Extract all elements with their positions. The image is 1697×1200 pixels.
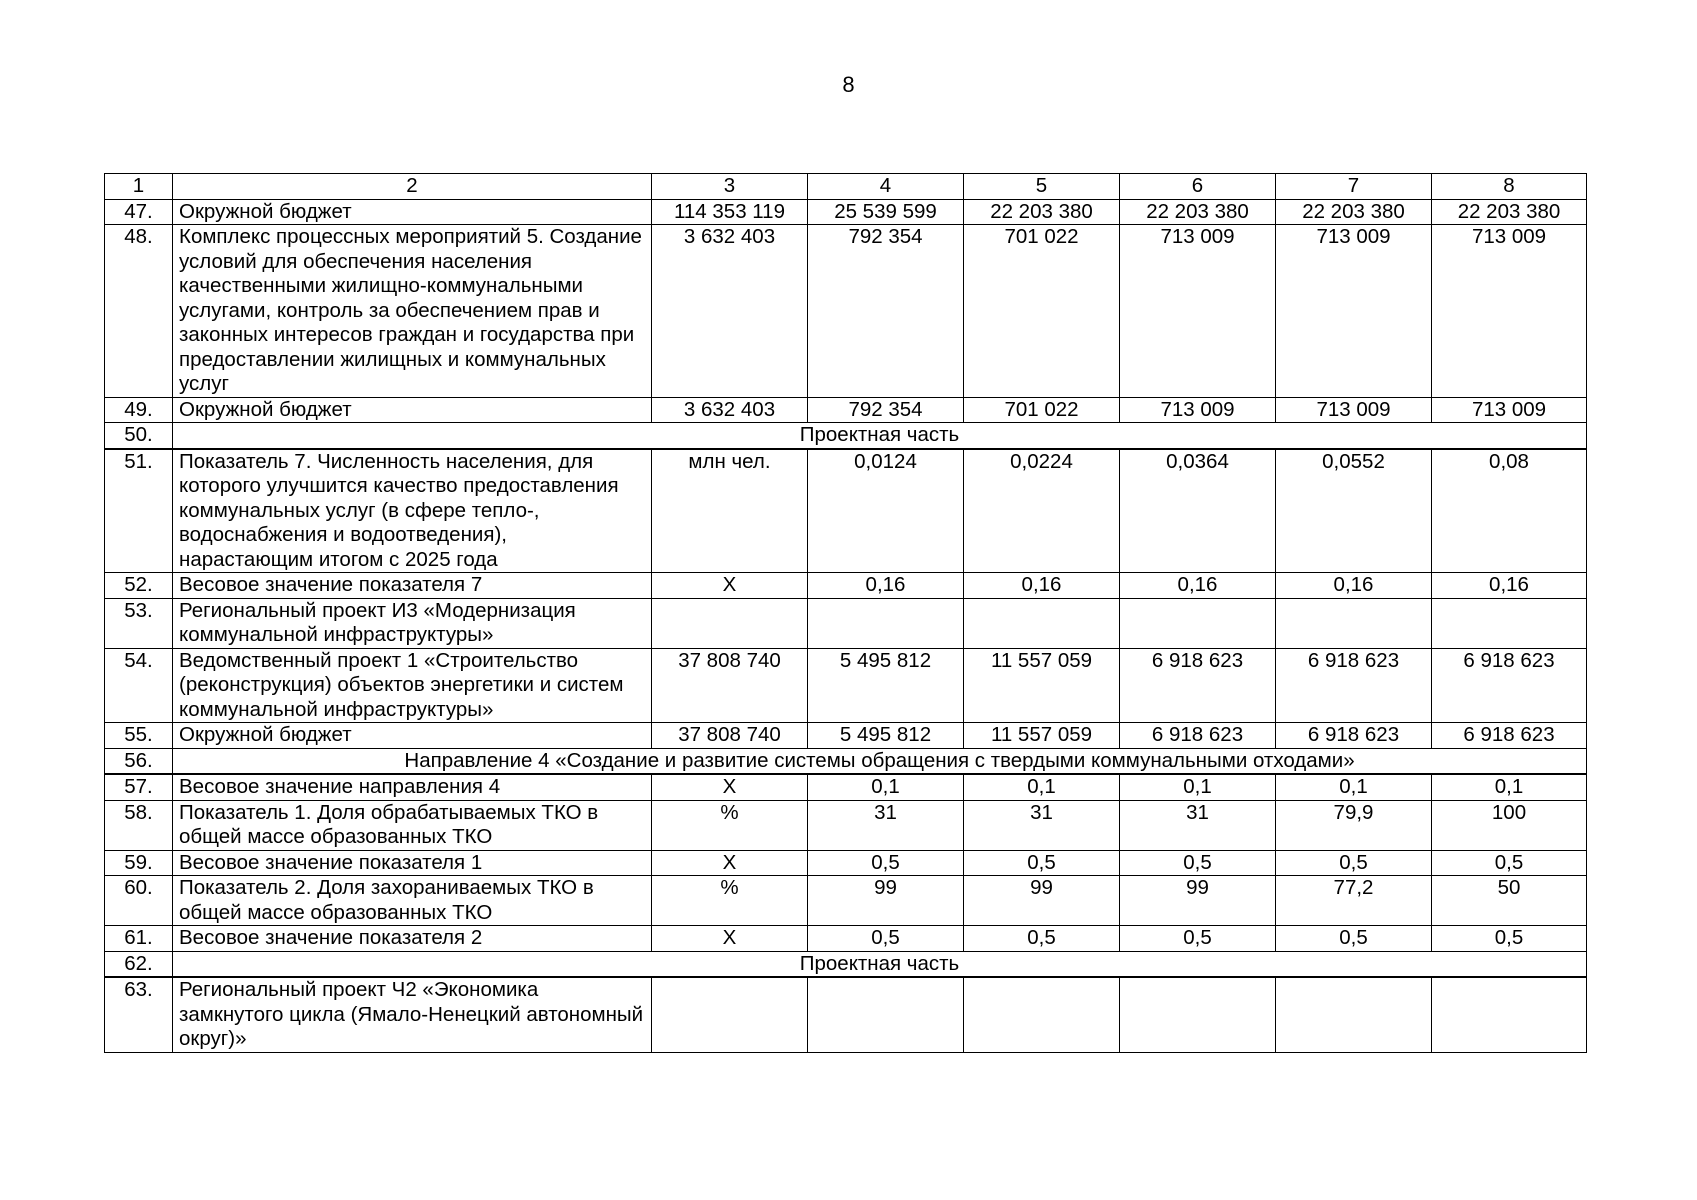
row-name-cell: Окружной бюджет (173, 723, 652, 749)
row-number-cell: 63. (105, 977, 173, 1052)
value-cell: 713 009 (1276, 225, 1432, 398)
value-cell: 701 022 (964, 225, 1120, 398)
value-cell: 50 (1432, 876, 1587, 926)
header-cell: 2 (173, 174, 652, 200)
value-cell: 0,0552 (1276, 449, 1432, 573)
row-name-cell: Комплекс процессных мероприятий 5. Создание условий для обеспечения населения качественными жилищно-коммунальными услугами, контроль за обеспечением прав и законных интересов граждан и государства при предоставлении жилищных и коммунальных услуг (173, 225, 652, 398)
header-cell: 3 (652, 174, 808, 200)
value-cell: 0,0224 (964, 449, 1120, 573)
page-number: 8 (842, 72, 855, 97)
value-cell: 0,16 (1432, 573, 1587, 599)
table-row (105, 225, 1587, 398)
value-cell: 0,16 (1276, 573, 1432, 599)
row-number-cell: 62. (105, 951, 173, 977)
row-name-cell: Показатель 2. Доля захораниваемых ТКО в общей массе образованных ТКО (173, 876, 652, 926)
value-cell: 0,1 (964, 774, 1120, 800)
value-cell: 0,5 (964, 926, 1120, 952)
table-section-row (105, 951, 1587, 977)
value-cell: % (652, 876, 808, 926)
header-cell: 5 (964, 174, 1120, 200)
value-cell: 0,5 (1432, 850, 1587, 876)
value-cell: 0,5 (1432, 926, 1587, 952)
value-cell: млн чел. (652, 449, 808, 573)
value-cell: 79,9 (1276, 800, 1432, 850)
value-cell: 6 918 623 (1276, 648, 1432, 723)
value-cell: 0,0364 (1120, 449, 1276, 573)
value-cell: 792 354 (808, 397, 964, 423)
value-cell: 6 918 623 (1120, 648, 1276, 723)
value-cell: 31 (808, 800, 964, 850)
value-cell (1432, 977, 1587, 1052)
row-number-cell: 56. (105, 748, 173, 774)
row-name-cell: Показатель 1. Доля обрабатываемых ТКО в общей массе образованных ТКО (173, 800, 652, 850)
value-cell: 5 495 812 (808, 648, 964, 723)
value-cell: X (652, 774, 808, 800)
table-row (105, 449, 1587, 573)
value-cell (652, 598, 808, 648)
value-cell: X (652, 573, 808, 599)
value-cell (1276, 977, 1432, 1052)
table-row (105, 926, 1587, 952)
table-row (105, 977, 1587, 1052)
header-cell: 7 (1276, 174, 1432, 200)
value-cell: 0,5 (1276, 926, 1432, 952)
value-cell (1432, 598, 1587, 648)
value-cell: X (652, 926, 808, 952)
header-cell: 6 (1120, 174, 1276, 200)
value-cell: 6 918 623 (1432, 723, 1587, 749)
value-cell: 0,5 (1120, 850, 1276, 876)
value-cell: 31 (1120, 800, 1276, 850)
value-cell: 701 022 (964, 397, 1120, 423)
row-number-cell: 57. (105, 774, 173, 800)
row-number-cell: 48. (105, 225, 173, 398)
value-cell: 22 203 380 (1432, 199, 1587, 225)
row-number-cell: 47. (105, 199, 173, 225)
row-name-cell: Весовое значение направления 4 (173, 774, 652, 800)
value-cell: 6 918 623 (1276, 723, 1432, 749)
value-cell: 37 808 740 (652, 723, 808, 749)
value-cell: 11 557 059 (964, 723, 1120, 749)
value-cell: % (652, 800, 808, 850)
value-cell: 0,0124 (808, 449, 964, 573)
value-cell (808, 977, 964, 1052)
value-cell: 77,2 (1276, 876, 1432, 926)
value-cell: 5 495 812 (808, 723, 964, 749)
value-cell: 6 918 623 (1120, 723, 1276, 749)
row-number-cell: 49. (105, 397, 173, 423)
value-cell: 713 009 (1120, 397, 1276, 423)
section-title-cell: Проектная часть (173, 951, 1587, 977)
row-name-cell: Весовое значение показателя 7 (173, 573, 652, 599)
value-cell: 0,1 (808, 774, 964, 800)
row-number-cell: 54. (105, 648, 173, 723)
row-number-cell: 60. (105, 876, 173, 926)
value-cell (652, 977, 808, 1052)
table-row (105, 573, 1587, 599)
value-cell: 0,5 (808, 850, 964, 876)
value-cell: 0,08 (1432, 449, 1587, 573)
value-cell: 99 (964, 876, 1120, 926)
value-cell: 713 009 (1120, 225, 1276, 398)
row-name-cell: Показатель 7. Численность населения, для которого улучшится качество предоставления коммунальных услуг (в сфере тепло-, водоснабжения и водоотведения), нарастающим итогом с 2025 года (173, 449, 652, 573)
value-cell (1276, 598, 1432, 648)
value-cell: 0,16 (964, 573, 1120, 599)
row-number-cell: 52. (105, 573, 173, 599)
row-name-cell: Окружной бюджет (173, 199, 652, 225)
value-cell: 114 353 119 (652, 199, 808, 225)
table-row (105, 723, 1587, 749)
row-number-cell: 55. (105, 723, 173, 749)
value-cell: 0,1 (1276, 774, 1432, 800)
header-cell: 8 (1432, 174, 1587, 200)
row-name-cell: Весовое значение показателя 2 (173, 926, 652, 952)
value-cell: 25 539 599 (808, 199, 964, 225)
row-number-cell: 58. (105, 800, 173, 850)
value-cell: 792 354 (808, 225, 964, 398)
table-row (105, 598, 1587, 648)
table-row (105, 850, 1587, 876)
value-cell: 0,5 (964, 850, 1120, 876)
section-title-cell: Направление 4 «Создание и развитие системы обращения с твердыми коммунальными отходами» (173, 748, 1587, 774)
value-cell: 0,5 (1276, 850, 1432, 876)
row-number-cell: 59. (105, 850, 173, 876)
table-header-row (105, 174, 1587, 200)
value-cell (964, 977, 1120, 1052)
row-number-cell: 53. (105, 598, 173, 648)
value-cell (1120, 598, 1276, 648)
header-cell: 4 (808, 174, 964, 200)
row-number-cell: 61. (105, 926, 173, 952)
value-cell: 713 009 (1432, 225, 1587, 398)
row-number-cell: 50. (105, 423, 173, 449)
table-row (105, 648, 1587, 723)
table-body (105, 174, 1587, 1053)
table-section-row (105, 748, 1587, 774)
table-section-row (105, 423, 1587, 449)
value-cell: 100 (1432, 800, 1587, 850)
value-cell: 3 632 403 (652, 397, 808, 423)
value-cell (808, 598, 964, 648)
value-cell: 22 203 380 (1120, 199, 1276, 225)
value-cell: 6 918 623 (1432, 648, 1587, 723)
value-cell: 3 632 403 (652, 225, 808, 398)
value-cell: 713 009 (1276, 397, 1432, 423)
indicator-table (104, 173, 1587, 1053)
value-cell: X (652, 850, 808, 876)
value-cell: 11 557 059 (964, 648, 1120, 723)
row-name-cell: Ведомственный проект 1 «Строительство (реконструкция) объектов энергетики и систем коммунальной инфраструктуры» (173, 648, 652, 723)
table-row (105, 876, 1587, 926)
table-row (105, 397, 1587, 423)
table-row (105, 800, 1587, 850)
row-name-cell: Региональный проект И3 «Модернизация коммунальной инфраструктуры» (173, 598, 652, 648)
value-cell: 99 (808, 876, 964, 926)
value-cell: 37 808 740 (652, 648, 808, 723)
value-cell: 0,5 (1120, 926, 1276, 952)
value-cell: 0,5 (808, 926, 964, 952)
row-number-cell: 51. (105, 449, 173, 573)
table-row (105, 199, 1587, 225)
value-cell (964, 598, 1120, 648)
row-name-cell: Окружной бюджет (173, 397, 652, 423)
value-cell: 31 (964, 800, 1120, 850)
value-cell: 713 009 (1432, 397, 1587, 423)
section-title-cell: Проектная часть (173, 423, 1587, 449)
value-cell: 22 203 380 (1276, 199, 1432, 225)
row-name-cell: Региональный проект Ч2 «Экономика замкнутого цикла (Ямало-Ненецкий автономный округ)» (173, 977, 652, 1052)
value-cell: 0,1 (1432, 774, 1587, 800)
value-cell: 99 (1120, 876, 1276, 926)
value-cell: 0,16 (1120, 573, 1276, 599)
value-cell: 0,16 (808, 573, 964, 599)
value-cell: 0,1 (1120, 774, 1276, 800)
table-row (105, 774, 1587, 800)
value-cell: 22 203 380 (964, 199, 1120, 225)
header-cell: 1 (105, 174, 173, 200)
value-cell (1120, 977, 1276, 1052)
row-name-cell: Весовое значение показателя 1 (173, 850, 652, 876)
